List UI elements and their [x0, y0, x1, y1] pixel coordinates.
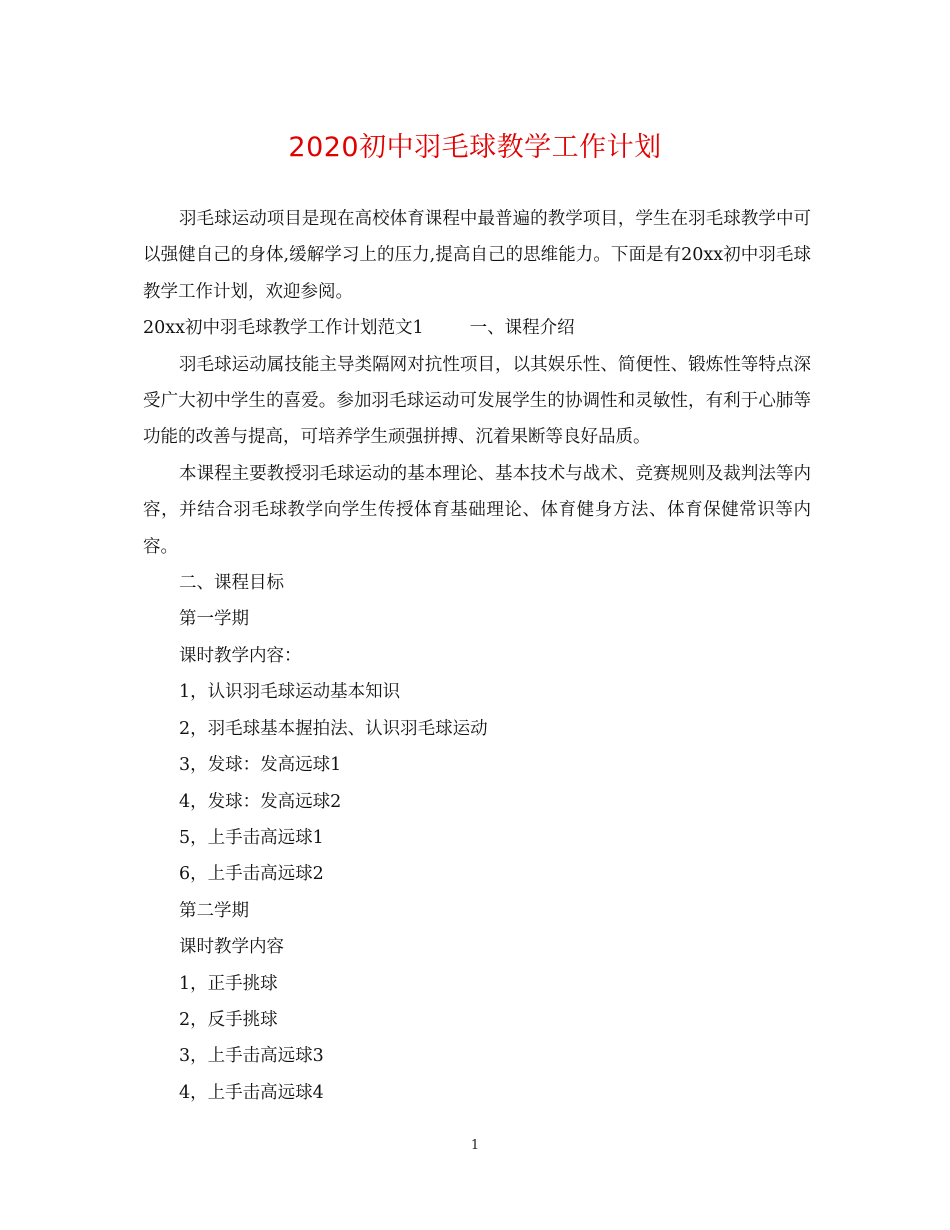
term1-item: 2，羽毛球基本握拍法、认识羽毛球运动 — [179, 718, 488, 739]
term2-item: 1，正手挑球 — [179, 973, 278, 994]
section1-heading: 一、课程介绍 — [469, 318, 575, 339]
term1-item: 6，上手击高远球2 — [179, 864, 324, 885]
page-number: 1 — [470, 1138, 480, 1153]
section2-heading: 二、课程目标 — [179, 573, 284, 594]
document-title: 2020初中羽毛球教学工作计划 — [288, 132, 662, 163]
term1-content-label: 课时教学内容： — [179, 645, 302, 666]
term1-label: 第一学期 — [179, 609, 249, 630]
document-body — [143, 201, 811, 1111]
intro-paragraph: 羽毛球运动项目是现在高校体育课程中最普遍的教学项目，学生在羽毛球教学中可以强健自己的身体,缓解学习上的压力,提高自己的思维能力。下面是有20xx初中羽毛球教学工作计划，欢迎参阅。 — [143, 209, 811, 302]
sample-title: 20xx初中羽毛球教学工作计划范文1 — [143, 318, 424, 339]
term2-label: 第二学期 — [179, 900, 249, 921]
term2-item: 4，上手击高远球4 — [179, 1082, 324, 1103]
term2-content-label: 课时教学内容 — [179, 937, 284, 958]
term2-item: 2，反手挑球 — [179, 1009, 278, 1030]
term1-item: 3，发球：发高远球1 — [179, 755, 342, 776]
sample-heading-line — [143, 310, 811, 346]
term1-item: 1，认识羽毛球运动基本知识 — [179, 682, 401, 703]
term2-item: 3，上手击高远球3 — [179, 1046, 324, 1067]
course-content-paragraph: 本课程主要教授羽毛球运动的基本理论、基本技术与战术、竞赛规则及裁判法等内容，并结合羽毛球教学向学生传授体育基础理论、体育健身方法、体育保健常识等内容。 — [143, 463, 811, 557]
term1-item: 5，上手击高远球1 — [179, 827, 324, 848]
course-intro-paragraph: 羽毛球运动属技能主导类隔网对抗性项目，以其娱乐性、简便性、锻炼性等特点深受广大初中学生的喜爱。参加羽毛球运动可发展学生的协调性和灵敏性，有利于心肺等功能的改善与提高，可培养学生顽强拼搏、沉着果断等良好品质。 — [143, 354, 811, 448]
term1-item: 4，发球：发高远球2 — [179, 791, 342, 812]
